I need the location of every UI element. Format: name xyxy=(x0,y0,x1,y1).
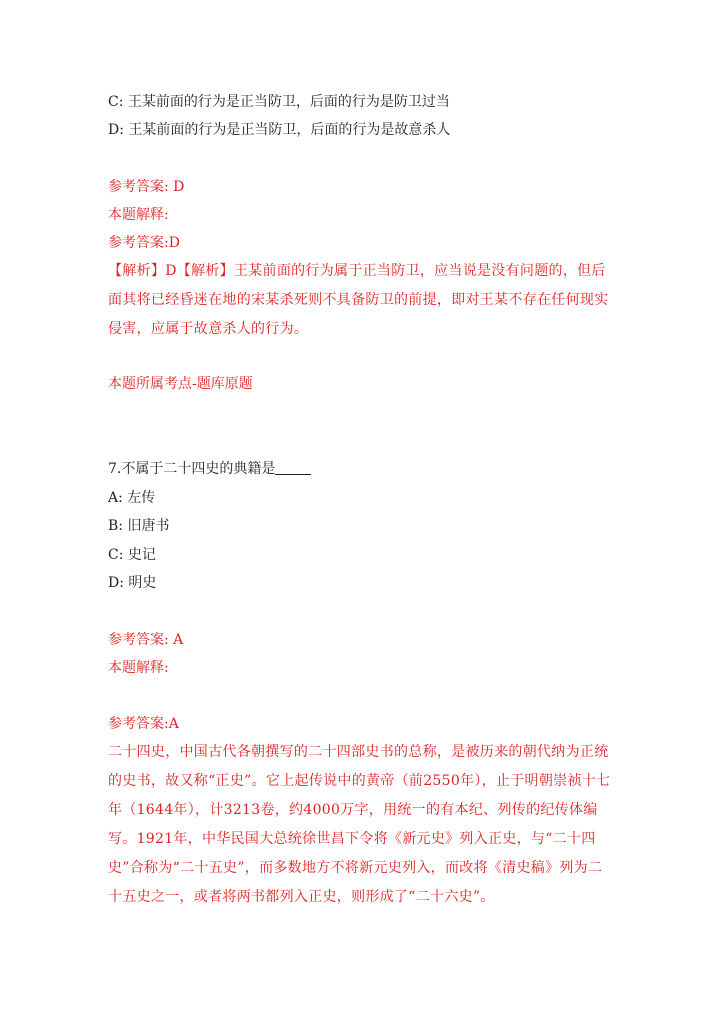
q6-answer-repeat: 参考答案:D xyxy=(108,235,180,251)
q7-answer: 参考答案: A xyxy=(108,632,184,648)
q7-explain-label: 本题解释: xyxy=(108,660,169,676)
q6-option-c: C: 王某前面的行为是正当防卫，后面的行为是防卫过当 xyxy=(108,94,450,110)
q6-answer: 参考答案: D xyxy=(108,179,185,195)
q7-analysis: 二十四史，中国古代各朝撰写的二十四部史书的总称，是被历来的朝代纳为正统的史书，故又称“正史”。它上起传说中的黄帝（前2550年），止于明朝崇祯十七年（1644年），计3213卷，约4000万字，用统一的有本纪、列传的纪传体编写。1921年，中华民国大总统徐世昌下令将《新元史》列入正史，与“二十四史”合称为“二十五史”，而多数地方不将新元史列入，而改将《清史稿》列为二十五史之一，或者将两书都列入正史，则形成了“二十六史”。 xyxy=(108,744,611,905)
q6-explain-label: 本题解释: xyxy=(108,207,169,223)
q7-option-c: C: 史记 xyxy=(108,547,156,563)
q6-source: 本题所属考点-题库原题 xyxy=(108,376,253,392)
q7-answer-repeat: 参考答案:A xyxy=(108,716,179,732)
q7-option-a: A: 左传 xyxy=(108,490,156,506)
answer-blank xyxy=(275,460,311,475)
q7-question-text: 7.不属于二十四史的典籍是 xyxy=(108,461,276,477)
q6-analysis: 【解析】D【解析】王某前面的行为属于正当防卫，应当说是没有问题的，但后面其将已经昏迷在地的宋某杀死则不具备防卫的前提，即对王某不存在任何现实侵害，应属于故意杀人的行为。 xyxy=(108,263,609,337)
q7-option-d: D: 明史 xyxy=(108,575,157,591)
q6-option-d: D: 王某前面的行为是正当防卫，后面的行为是故意杀人 xyxy=(108,122,451,138)
q7-option-b: B: 旧唐书 xyxy=(108,518,170,534)
q7-question xyxy=(108,459,311,479)
